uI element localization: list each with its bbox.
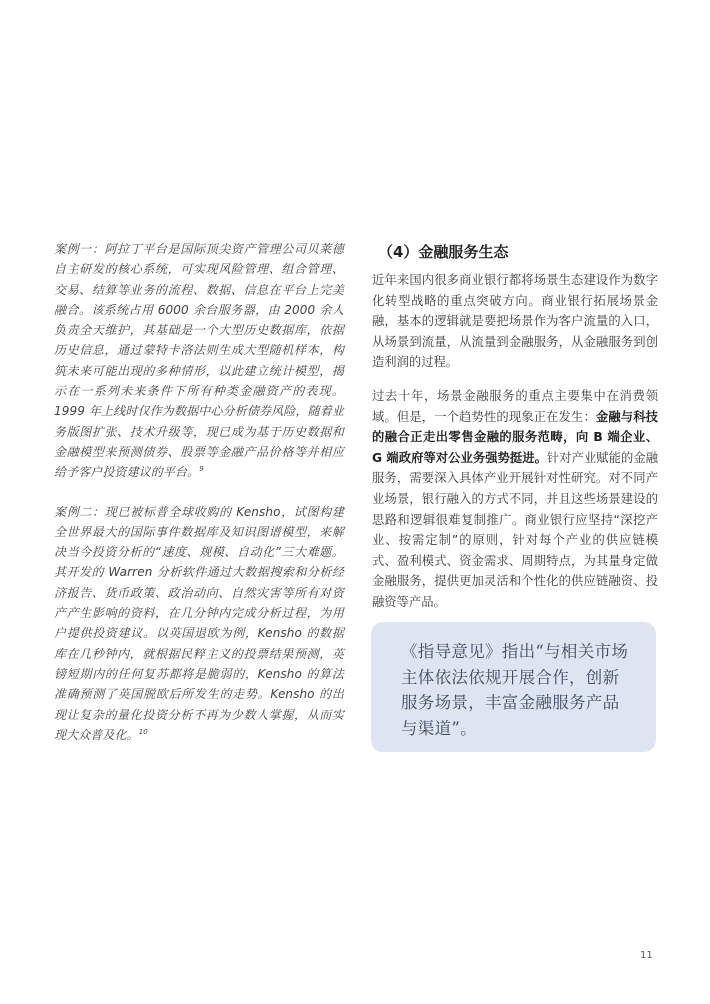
case-study-column — [54, 239, 344, 745]
case-study-2-text: 案例二：现已被标普全球收购的 Kensho，试图构建全世界最大的国际事件数据库及知识图谱模型，来解决当今投资分析的“速度、规模、自动化”三大难题。其开发的 Warren 分析软件通过大数据搜索和分析经济报告、货币政策、政治动向、自然灾害等所有对资产产生影响的资料，在几分钟内完成分析过程，为用户提供投资建议。以英国退欧为例，Kensho 的数据库在几秒钟内，就根据民粹主义的投票结果预测，英镑短期内的任何复苏都将是脆弱的，Kensho 的算法准确预测了英国脱欧后所发生的走势。Kensho 的出现让复杂的量化投资分析不再为少数人掌握，从而实现大众普及化。 — [54, 504, 344, 742]
paragraph-trend — [372, 386, 658, 613]
case-study-1-text: 案例一：阿拉丁平台是国际顶尖资产管理公司贝莱德自主研发的核心系统，可实现风险管理、组合管理、交易、结算等业务的流程、数据、信息在平台上完美融合。该系统占用 6000 余台服务器，由 2000 余人负责全天维护，其基础是一个大型历史数据库，依据历史信息，通过蒙特卡洛法则生成大型随机样本，构筑未来可能出现的多种情形，以此建立统计模型，揭示在一系列未来条件下所有种类金融资产的表现。1999 年上线时仅作为数据中心分析债券风险，随着业务版图扩张、技术升级等，现已成为基于历史数据和金融模型来预测债券、股票等金融产品价格等并相应给予客户投资建议的平台。 — [54, 242, 344, 480]
pull-quote-text: 《指导意见》指出“与相关市场主体依法依规开展合作，创新服务场景，丰富金融服务产品与渠道”。 — [401, 642, 629, 738]
case-study-2 — [54, 502, 344, 746]
paragraph-trend-highlight: 金融与科技的融合正走出零售金融的服务范畴，向 B 端企业、G 端政府等对公业务强势挺进。 — [372, 409, 658, 465]
case-study-1 — [54, 239, 344, 483]
section-title: （4）金融服务生态 — [378, 243, 509, 261]
footnote-ref-9[interactable]: 9 — [199, 465, 204, 474]
main-text-column — [372, 242, 658, 613]
paragraph-scene-finance: 近年来国内很多商业银行都将场景生态建设作为数字化转型战略的重点突破方向。商业银行拓展场景金融，基本的逻辑就是要把场景作为客户流量的入口，从场景到流量，从流量到金融服务，从金融服务到创造利润的过程。 — [372, 273, 658, 370]
paragraph-trend-start: 过去十年，场景金融服务的重点主要集中在消费领域。但是，一个趋势性的现象正在发生： — [372, 388, 658, 424]
pull-quote-box — [371, 622, 656, 752]
paragraph-trend-end: 针对产业赋能的金融服务，需要深入具体产业开展针对性研究。对不同产业场景，银行融入的方式不同，并且这些场景建设的思路和逻辑很难复制推广。商业银行应坚持“深挖产业、按需定制”的原则，针对每个产业的供应链模式、盈利模式、资金需求、周期特点，为其量身定做金融服务，提供更加灵活和个性化的供应链融资、投融资等产品。 — [372, 450, 658, 609]
footnote-ref-10[interactable]: 10 — [138, 727, 148, 736]
page-number: 11 — [640, 950, 653, 961]
